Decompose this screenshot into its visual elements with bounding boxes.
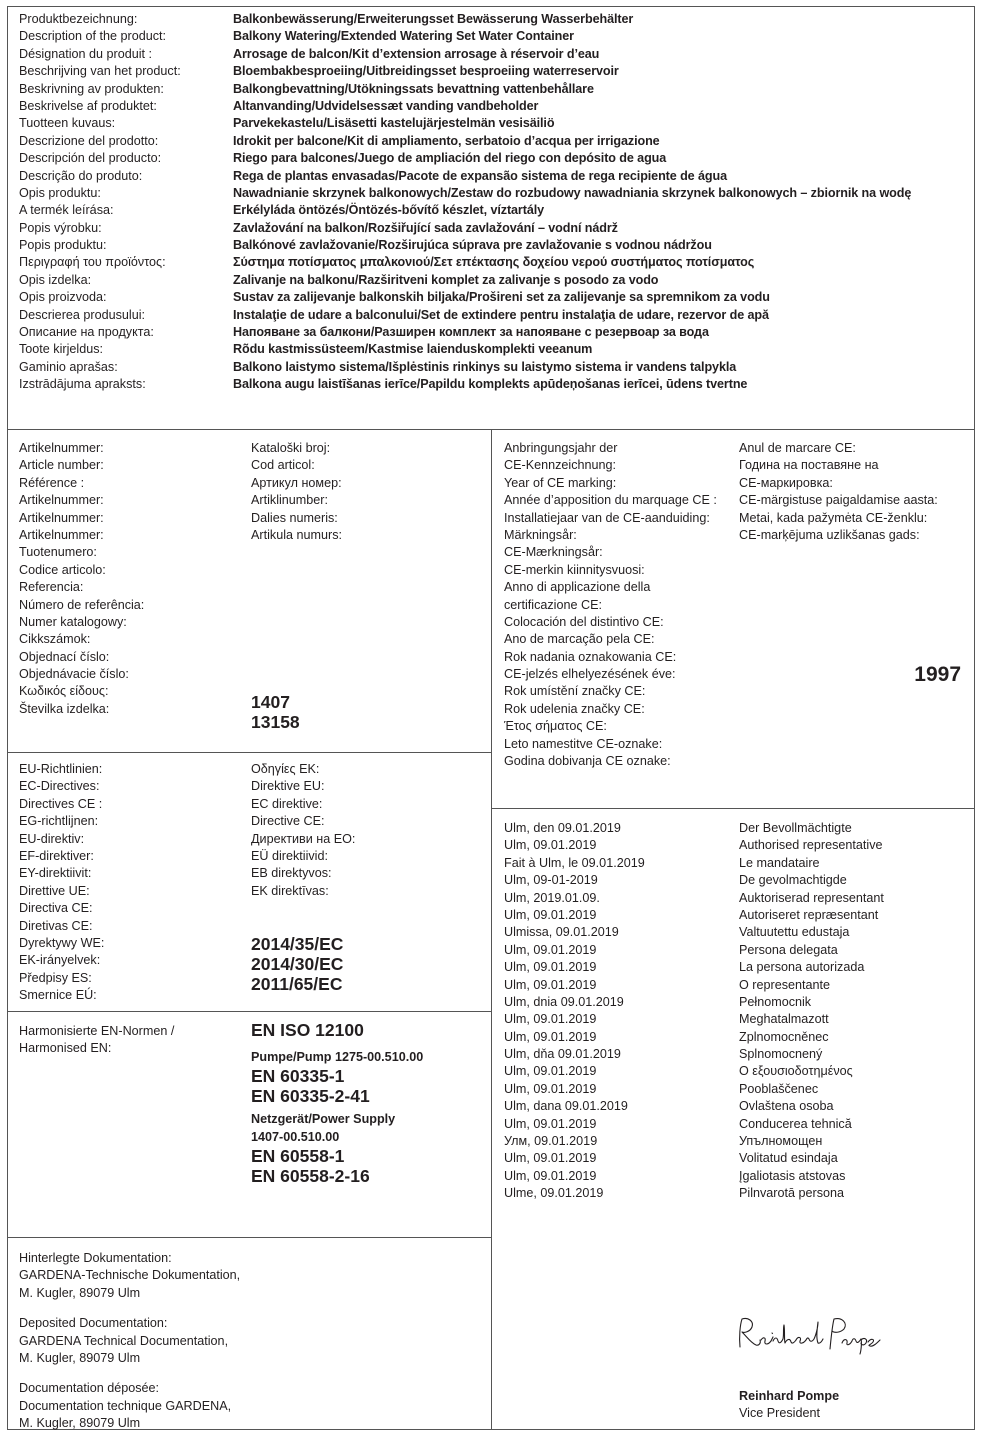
product-description-value: Instalaţie de udare a balconului/Set de extindere pentru instalaţia de udare, rezervor de apă (233, 307, 769, 322)
norms-label-line: Harmonised EN: (19, 1041, 112, 1056)
product-description-label: Gaminio aprašas: (19, 359, 118, 374)
ce-year-label: Year of CE marking: (504, 475, 617, 490)
signatory (739, 1388, 839, 1423)
directives-label: Diretivas CE: (19, 918, 93, 933)
ce-year-label: Година на поставяне на (739, 458, 879, 473)
ce-year-value: 1997 (914, 663, 961, 686)
directives-label: Direttive UE: (19, 883, 90, 898)
directives-label: EU-direktiv: (19, 831, 85, 846)
signature-place-date: Ulm, 09.01.2019 (504, 942, 597, 957)
product-description-value: Balkono laistymo sistema/Išplėstinis rinkinys su laistymo sistema ir vandens talpykla (233, 359, 737, 374)
pump-norm: EN 60335-1 (251, 1066, 345, 1087)
product-description-label: Opis produktu: (19, 185, 101, 200)
divider-norms (8, 1237, 491, 1238)
ce-year-label: Rok nadania oznakowania CE: (504, 649, 677, 664)
product-description-value: Balkona augu laistīšanas ierīce/Papildu komplekts apūdeņošanas ierīcei, ūdens tvertne (233, 377, 748, 392)
signature-place-date: Ulm, 09.01.2019 (504, 1012, 597, 1027)
signature-role: O representante (739, 977, 831, 992)
product-description-label: Opis izdelka: (19, 272, 92, 287)
product-description-row (19, 359, 911, 376)
directives-label: Οδηγίες ΕΚ: (251, 762, 320, 776)
signature-role: Ovlaštena osoba (739, 1099, 834, 1114)
product-description-value: Altanvanding/Udvidelsessæt vanding vandbeholder (233, 98, 539, 113)
product-description-label: Beskrivning av produkten: (19, 81, 164, 96)
signature-role: Įgaliotasis atstovas (739, 1168, 846, 1183)
product-description-value: Zalivanje na balkonu/Razširitveni komplet za zalivanje s posodo za vodo (233, 272, 659, 287)
directives-label: Direktive EU: (251, 779, 325, 794)
product-description-row (19, 28, 911, 45)
signature-role: Splnomocnený (739, 1047, 823, 1062)
product-description-value: Zavlažování na balkon/Rozšiřující sada zavlažování – vodní nádrž (233, 220, 618, 235)
product-description-value: Balkongbevattning/Utökningssats bevattning vattenbehållare (233, 81, 594, 96)
product-description-row (19, 341, 911, 358)
article-number-1: 1407 (251, 692, 290, 712)
product-description-row (19, 272, 911, 289)
article-number-label: Artikula numurs: (251, 527, 342, 542)
article-number-label: Número de referência: (19, 597, 145, 612)
ce-year-label: Anno di applicazione della (504, 580, 651, 595)
norms-values (251, 1020, 423, 1186)
ce-year-label: Έτος σήματος CE: (504, 719, 607, 734)
divider-directives (8, 1011, 491, 1012)
product-description-label: Opis proizvoda: (19, 290, 107, 305)
ce-year-label: Godina dobivanja CE oznake: (504, 754, 671, 769)
product-description-label: Tuotteen kuvaus: (19, 116, 116, 131)
directives-label: EB direktyvos: (251, 866, 332, 881)
product-description-value: Balkonbewässerung/Erweiterungsset Bewässerung Wasserbehälter (233, 12, 634, 26)
directives-label: EK direktīvas: (251, 883, 329, 898)
pump-label: Pumpe/Pump 1275-00.510.00 (251, 1050, 424, 1064)
article-number-label: Artikelnummer: (19, 493, 104, 508)
directives-label: EF-direktiver: (19, 848, 94, 863)
product-description-label: Beskrivelse af produktet: (19, 98, 157, 113)
product-description-row (19, 237, 911, 254)
article-number-label: Objednávacie číslo: (19, 667, 129, 682)
signature-role: Conducerea tehnică (739, 1116, 852, 1131)
product-description-row (19, 115, 911, 132)
directive-value: 2011/65/EC (251, 974, 343, 994)
signature-places (504, 820, 645, 1203)
article-number-label: Numer katalogowy: (19, 614, 127, 629)
ce-year-label: Année d’apposition du marquage CE : (504, 493, 717, 508)
ce-year-label: CE-jelzés elhelyezésének éve: (504, 667, 676, 682)
directives-labels-col1 (19, 761, 104, 1004)
signature-role: Volitatud esindaja (739, 1151, 838, 1166)
directive-value: 2014/30/EC (251, 954, 344, 974)
signature-place-date: Ulm, 09.01.2019 (504, 960, 597, 975)
documentation-line: Documentation déposée: (19, 1381, 160, 1396)
product-description-row (19, 185, 911, 202)
product-description-label: Descripción del producto: (19, 151, 162, 166)
product-description-row (19, 254, 911, 271)
signature-place-date: Ulm, 09.01.2019 (504, 907, 597, 922)
directives-label: Předpisy ES: (19, 970, 92, 985)
product-description-row (19, 98, 911, 115)
article-number-label: Artikelnummer: (19, 527, 104, 542)
signature-place-date: Ulm, dňa 09.01.2019 (504, 1047, 621, 1062)
directives-label: EK-irányelvek: (19, 953, 101, 968)
signature-role: Pilnvarotā persona (739, 1186, 845, 1201)
power-supply-number: 1407-00.510.00 (251, 1129, 340, 1144)
documentation-line: GARDENA-Technische Dokumentation, (19, 1268, 241, 1283)
ce-year-label: Colocación del distintivo CE: (504, 614, 664, 629)
ce-year-label: Anul de marcare CE: (739, 441, 856, 455)
signature-place-date: Ulm, 09.01.2019 (504, 1064, 597, 1079)
article-number-label: Référence : (19, 475, 85, 490)
product-description-label: Popis výrobku: (19, 220, 102, 235)
documentation-paragraph (19, 1380, 240, 1432)
signature-role: Authorised representative (739, 838, 883, 853)
signatory-name: Reinhard Pompe (739, 1389, 840, 1403)
article-labels-col1 (19, 440, 144, 718)
product-description-label: Descrizione del prodotto: (19, 133, 159, 148)
ce-year-label: CE-Kennzeichnung: (504, 458, 617, 473)
signature-place-date: Ulm, dana 09.01.2019 (504, 1099, 628, 1114)
product-description-label: Toote kirjeldus: (19, 342, 103, 357)
documentation-line: M. Kugler, 89079 Ulm (19, 1416, 141, 1431)
article-number-label: Tuotenumero: (19, 545, 97, 560)
documentation-line: M. Kugler, 89079 Ulm (19, 1350, 141, 1365)
signature-place-date: Ulm, dnia 09.01.2019 (504, 994, 624, 1009)
directives-labels-col2 (251, 761, 355, 900)
article-number-label: Številka izdelka: (19, 701, 110, 716)
product-description-value: Idrokit per balcone/Kit di ampliamento, serbatoio d’acqua per irrigazione (233, 133, 660, 148)
signature-role: Autoriseret repræsentant (739, 907, 879, 922)
signature-role: Auktoriserad representant (739, 890, 884, 905)
ce-year-label: CE-merkin kiinnitysvuosi: (504, 562, 645, 577)
product-description-value: Sustav za zalijevanje balkonskih biljaka/Prošireni set za zalijevanje sa spremnikom za vodu (233, 290, 770, 305)
product-description-label: Izstrādājuma apraksts: (19, 377, 146, 392)
product-description-label: Beschrijving van het product: (19, 64, 181, 79)
ce-year-labels-col1 (504, 440, 717, 770)
article-number-label: Artikelnummer: (19, 441, 104, 455)
directives-label: Directiva CE: (19, 901, 93, 916)
directives-label: EÜ direktiivid: (251, 848, 328, 863)
article-number-label: Article number: (19, 458, 104, 473)
product-description-row (19, 133, 911, 150)
product-description-label: Popis produktu: (19, 238, 107, 253)
product-description-label: A termék leírása: (19, 203, 114, 218)
signature-place-date: Ulm, 09.01.2019 (504, 1081, 597, 1096)
product-description-value: Rõdu kastmissüsteem/Kastmise laienduskomplekti veeanum (233, 342, 593, 357)
norm-main: EN ISO 12100 (251, 1020, 364, 1040)
signature-role: Ο εξουσιοδοτημένος (739, 1064, 853, 1079)
signature-place-date: Ulm, 2019.01.09. (504, 890, 600, 905)
product-description-value: Rega de plantas envasadas/Pacote de expansão sistema de rega recipiente de água (233, 168, 727, 183)
handwritten-signature (734, 1313, 884, 1355)
product-description-row (19, 168, 911, 185)
product-description-value: Parvekekastelu/Lisäsetti kastelujärjestelmän vesisäiliö (233, 116, 555, 131)
norms-label-line: Harmonisierte EN-Normen / (19, 1024, 175, 1038)
article-number-label: Cikkszámok: (19, 632, 91, 647)
article-number-label: Cod articol: (251, 458, 315, 473)
signature-place-date: Ulm, 09.01.2019 (504, 838, 597, 853)
signature-role: Persona delegata (739, 942, 838, 957)
ce-year-labels-col2 (739, 440, 938, 544)
ce-year-label: Installatiejaar van de CE-aanduiding: (504, 510, 710, 525)
divider-ce (491, 808, 974, 809)
signature-place-date: Ulm, 09.01.2019 (504, 1168, 597, 1183)
signature-place-date: Ulm, den 09.01.2019 (504, 821, 621, 835)
directives-label: EG-richtlijnen: (19, 814, 99, 829)
ce-year-label: CE-märgistuse paigaldamise aasta: (739, 493, 938, 508)
product-description-row (19, 81, 911, 98)
signature-role: Valtuutettu edustaja (739, 925, 850, 940)
documentation-line: Hinterlegte Dokumentation: (19, 1251, 172, 1265)
product-description-value: Напояване за балкони/Разширен комплект за напояване с резервоар за вода (233, 325, 709, 340)
product-description-value: Bloembakbesproeiing/Uitbreidingsset besproeiing waterreservoir (233, 64, 619, 79)
product-description-row (19, 376, 911, 393)
signature-place-date: Ulmissa, 09.01.2019 (504, 925, 619, 940)
product-description-value: Σύστημα ποτίσματος μπαλκονιού/Σετ επέκτασης δοχείου νερού συστήματος ποτίσματος (233, 255, 755, 270)
directives-values (251, 934, 343, 994)
product-description-value: Balkónové zavlažovanie/Rozširujúca súprava pre zavlažovanie s vodnou nádržou (233, 238, 712, 253)
article-number-label: Артикул номер: (251, 475, 342, 490)
signatory-title: Vice President (739, 1406, 820, 1421)
ce-year-label: Ano de marcação pela CE: (504, 632, 655, 647)
directives-label: EC-Directives: (19, 779, 100, 794)
signature-role: Упълномощен (739, 1134, 823, 1149)
documentation-line: GARDENA Technical Documentation, (19, 1333, 229, 1348)
signature-role: Pooblaščenec (739, 1081, 819, 1096)
product-description-row (19, 11, 911, 28)
product-description-row (19, 220, 911, 237)
article-number-label: Dalies numeris: (251, 510, 338, 525)
directives-label: Dyrektywy WE: (19, 935, 105, 950)
directives-label: Smernice EÚ: (19, 988, 97, 1003)
product-description-label: Désignation du produit : (19, 46, 153, 61)
article-number-label: Objednací číslo: (19, 649, 110, 664)
product-description-value: Erkélyláda öntözés/Öntözés-bővítő készlet, víztartály (233, 203, 545, 218)
signature-place-date: Улм, 09.01.2019 (504, 1134, 598, 1149)
product-description-table (19, 11, 911, 394)
ce-year-label: Metai, kada pažymėta CE-ženklu: (739, 510, 928, 525)
product-description-value: Balkony Watering/Extended Watering Set Water Container (233, 29, 574, 44)
signature-role: Der Bevollmächtigte (739, 821, 852, 835)
directives-label: Директиви на ЕО: (251, 831, 356, 846)
signature-role: Pełnomocnik (739, 994, 812, 1009)
product-description-row (19, 150, 911, 167)
signature-role: Meghatalmazott (739, 1012, 829, 1027)
article-number-label: Codice articolo: (19, 562, 106, 577)
article-numbers (251, 692, 300, 732)
ce-year-label: Rok umístění značky CE: (504, 684, 646, 699)
product-description-value: Nawadnianie skrzynek balkonowych/Zestaw do rozbudowy nawadniania skrzynek balkonowych – zbiornik na wodę (233, 185, 912, 200)
ce-year-label: CE-marķējuma uzlikšanas gads: (739, 527, 920, 542)
directives-label: Directive CE: (251, 814, 325, 829)
power-supply-label: Netzgerät/Power Supply (251, 1112, 396, 1127)
product-description-row (19, 63, 911, 80)
directives-label: Directives CE : (19, 796, 103, 811)
product-description-row (19, 202, 911, 219)
product-description-label: Descrierea produsului: (19, 307, 145, 322)
ce-year-label: Anbringungsjahr der (504, 441, 618, 455)
divider-article (8, 752, 491, 753)
documentation-block (19, 1250, 240, 1446)
product-description-row (19, 46, 911, 63)
ce-year-label: Leto namestitve CE-oznake: (504, 736, 663, 751)
article-number-label: Κωδικός είδους: (19, 684, 109, 699)
documentation-line: Deposited Documentation: (19, 1316, 168, 1331)
signature-role: La persona autorizada (739, 960, 865, 975)
documentation-line: M. Kugler, 89079 Ulm (19, 1285, 141, 1300)
directives-label: EY-direktiivit: (19, 866, 92, 881)
declaration-sheet (7, 6, 975, 1430)
product-description-label: Описание на продукта: (19, 325, 154, 340)
pump-norm: EN 60335-2-41 (251, 1086, 370, 1107)
article-number-label: Artiklinumber: (251, 493, 328, 508)
directives-label: EC direktive: (251, 796, 323, 811)
directive-value: 2014/35/EC (251, 934, 344, 954)
article-number-label: Artikelnummer: (19, 510, 104, 525)
article-labels-col2 (251, 440, 342, 544)
signature-role: De gevolmachtigde (739, 873, 847, 888)
article-number-label: Referencia: (19, 580, 84, 595)
signature-role: Le mandataire (739, 855, 820, 870)
signature-place-date: Fait à Ulm, le 09.01.2019 (504, 855, 645, 870)
product-description-row (19, 289, 911, 306)
product-description-value: Arrosage de balcon/Kit d’extension arrosage à réservoir d’eau (233, 46, 600, 61)
power-norm: EN 60558-2-16 (251, 1166, 370, 1187)
directives-label: EU-Richtlinien: (19, 762, 103, 776)
documentation-paragraph (19, 1315, 240, 1367)
product-description-label: Περιγραφή του προϊόντος: (19, 255, 166, 270)
article-number-2: 13158 (251, 712, 300, 732)
signature-place-date: Ulm, 09.01.2019 (504, 1151, 597, 1166)
ce-year-label: certificazione CE: (504, 597, 602, 612)
divider-center (491, 429, 492, 1430)
signature-roles (739, 820, 884, 1203)
ce-year-label: Märkningsår: (504, 527, 577, 542)
product-description-row (19, 307, 911, 324)
signature-place-date: Ulm, 09.01.2019 (504, 977, 597, 992)
product-description-label: Description of the product: (19, 29, 167, 44)
ce-year-label: CE-маркировка: (739, 475, 833, 490)
signature-role: Zplnomocněnec (739, 1029, 829, 1044)
ce-year-label: Rok udelenia značky CE: (504, 701, 645, 716)
documentation-line: Documentation technique GARDENA, (19, 1398, 232, 1413)
ce-year-label: CE-Mærkningsår: (504, 545, 603, 560)
signature-place-date: Ulm, 09.01.2019 (504, 1029, 597, 1044)
power-norm: EN 60558-1 (251, 1146, 345, 1167)
product-description-value: Riego para balcones/Juego de ampliación del riego con depósito de agua (233, 151, 667, 166)
documentation-paragraph (19, 1250, 240, 1302)
product-description-label: Descrição do produto: (19, 168, 143, 183)
norms-label (19, 1023, 174, 1058)
product-description-label: Produktbezeichnung: (19, 12, 138, 26)
article-number-label: Kataloški broj: (251, 441, 331, 455)
signature-place-date: Ulm, 09.01.2019 (504, 1116, 597, 1131)
product-description-row (19, 324, 911, 341)
signature-place-date: Ulm, 09-01-2019 (504, 873, 598, 888)
signature-place-date: Ulme, 09.01.2019 (504, 1186, 604, 1201)
